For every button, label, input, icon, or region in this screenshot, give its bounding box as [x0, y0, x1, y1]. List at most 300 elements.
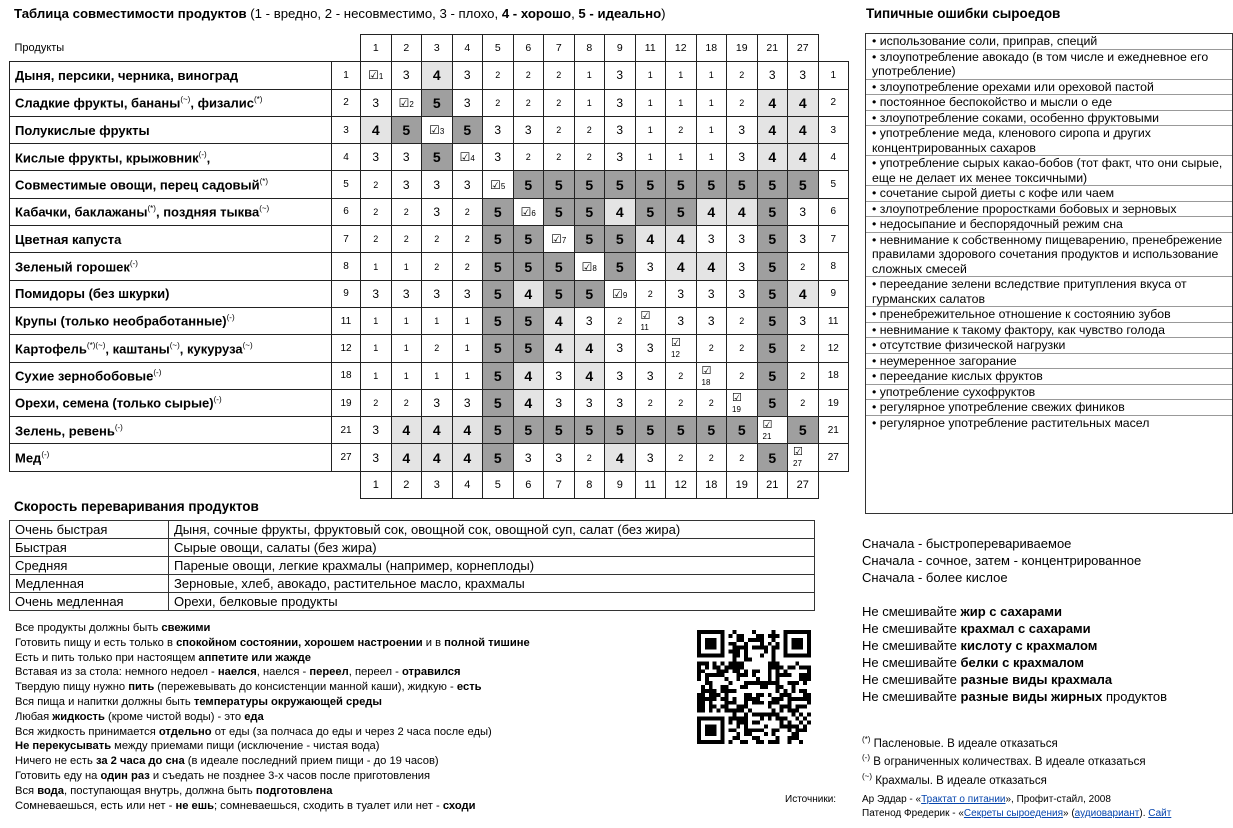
compat-cell: 4 — [544, 307, 575, 334]
compat-cell: 5 — [727, 417, 758, 444]
compat-cell: 5 — [574, 417, 605, 444]
compat-cell: 5 — [757, 253, 788, 280]
compat-cell: 3 — [361, 444, 392, 471]
compat-cell: 3 — [605, 144, 636, 171]
compat-cell: 5 — [544, 417, 575, 444]
row-code-right: 18 — [818, 362, 849, 389]
row-code: 12 — [332, 335, 361, 362]
compat-cell: 1 — [361, 307, 392, 334]
compat-cell: 4 — [422, 444, 453, 471]
rule-emphasis: за 2 часа до сна — [95, 755, 185, 768]
compat-cell: 1 — [696, 116, 727, 143]
table-row — [10, 444, 849, 471]
compat-cell: 5 — [788, 417, 819, 444]
column-code: 18 — [696, 35, 727, 62]
self-code: 19 — [732, 404, 741, 414]
compat-cell: 1 — [666, 89, 697, 116]
product-name-text: Совместимые овощи, перец садовый — [15, 177, 260, 193]
compat-cell: 2 — [696, 389, 727, 416]
rule-text: (пережевывать до консистенции манной каши), жидкую - — [154, 681, 457, 694]
self-code: 5 — [500, 181, 506, 191]
column-code: 11 — [635, 35, 666, 62]
mix-rule — [862, 654, 1167, 671]
compat-cell: 2 — [666, 389, 697, 416]
mix-rule — [862, 637, 1167, 654]
footnote-marker: (~) — [242, 340, 253, 350]
rule-emphasis: еда — [244, 710, 264, 723]
compat-cell: 3 — [605, 389, 636, 416]
footnote-marker: (-) — [862, 753, 870, 763]
compat-cell: 2 — [788, 253, 819, 280]
rule-line — [15, 784, 530, 799]
compat-cell: 3 — [605, 89, 636, 116]
column-code: 9 — [605, 471, 636, 498]
table-row — [10, 116, 849, 143]
compat-cell: 4 — [788, 116, 819, 143]
compat-cell: 5 — [483, 307, 514, 334]
source-2-site-link[interactable]: Сайт — [1148, 808, 1172, 819]
self-cell — [452, 144, 483, 171]
compat-cell: 4 — [452, 417, 483, 444]
self-code: 2 — [409, 99, 414, 109]
product-name — [10, 362, 332, 389]
table-row — [10, 62, 849, 89]
column-code: 2 — [391, 471, 422, 498]
compat-cell: 2 — [727, 89, 758, 116]
column-code: 21 — [757, 471, 788, 498]
self-cell — [391, 89, 422, 116]
row-code-right: 5 — [818, 171, 849, 198]
checkbox-icon: ☑ — [398, 95, 410, 110]
self-code: 12 — [671, 350, 680, 360]
rule-emphasis: подготовлена — [255, 784, 333, 797]
compat-cell: 1 — [696, 89, 727, 116]
rule-emphasis: пить — [128, 681, 155, 694]
rule-emphasis: не ешь — [175, 799, 214, 812]
compat-cell: 4 — [727, 198, 758, 225]
product-name — [10, 253, 332, 280]
compat-cell: 3 — [422, 280, 453, 307]
rule-text: Сомневаешься, есть или нет - — [15, 799, 176, 812]
compat-cell: 2 — [666, 444, 697, 471]
rule-line — [15, 799, 530, 814]
row-code: 3 — [332, 116, 361, 143]
compat-cell: 5 — [666, 417, 697, 444]
mix-rule — [862, 688, 1167, 705]
compat-cell: 3 — [788, 226, 819, 253]
compat-cell: 4 — [757, 144, 788, 171]
compat-cell: 1 — [361, 253, 392, 280]
compat-cell: 4 — [605, 198, 636, 225]
rule-emphasis: жидкость — [52, 710, 105, 723]
compat-cell: 4 — [757, 116, 788, 143]
row-code: 5 — [332, 171, 361, 198]
product-name-text: Орехи, семена (только сырые) — [15, 395, 214, 411]
row-code: 6 — [332, 198, 361, 225]
compat-cell: 3 — [422, 198, 453, 225]
error-item: • переедание зелени вследствие притупления вкуса от гурманских салатов — [866, 277, 1232, 307]
compat-cell: 5 — [483, 444, 514, 471]
sources-label: Источники: — [785, 794, 837, 805]
compat-cell: 5 — [605, 171, 636, 198]
self-code: 8 — [592, 263, 597, 273]
compat-cell: 2 — [727, 62, 758, 89]
error-item: • употребление сырых какао-бобов (тот факт, что они сырые, еще не делает их менее токсичными) — [866, 156, 1232, 186]
product-name — [10, 444, 332, 471]
compat-cell: 2 — [422, 253, 453, 280]
compat-cell: 3 — [361, 280, 392, 307]
legend-ideal: 5 - идеально — [578, 6, 662, 21]
rule-emphasis: вода — [37, 784, 64, 797]
compat-cell: 4 — [696, 253, 727, 280]
compat-cell: 1 — [574, 89, 605, 116]
rule-emphasis: аппетите или жажде — [198, 651, 311, 664]
compat-cell: 2 — [452, 226, 483, 253]
source-1-link[interactable]: Трактат о питании — [921, 794, 1006, 805]
rules-list — [15, 621, 530, 813]
compat-cell: 5 — [666, 171, 697, 198]
source-2-link[interactable]: Секреты сыроедения — [963, 808, 1063, 819]
row-code: 4 — [332, 144, 361, 171]
compat-cell: 2 — [513, 89, 544, 116]
compat-cell: 5 — [757, 444, 788, 471]
table-footer-row — [10, 471, 849, 498]
speed-foods: Пареные овощи, легкие крахмалы (например, корнеплоды) — [169, 557, 815, 575]
speed-foods: Зерновые, хлеб, авокадо, растительное масло, крахмалы — [169, 575, 815, 593]
rule-text: Готовить пищу и есть только в — [15, 636, 177, 649]
row-code-right: 19 — [818, 389, 849, 416]
table-row — [10, 171, 849, 198]
compat-cell: 1 — [635, 62, 666, 89]
row-code: 7 — [332, 226, 361, 253]
compat-cell: 4 — [422, 62, 453, 89]
row-code-right: 8 — [818, 253, 849, 280]
gap-cell — [332, 471, 361, 498]
footnote-marker: (-) — [226, 313, 235, 323]
row-code: 19 — [332, 389, 361, 416]
compat-cell: 3 — [422, 389, 453, 416]
error-item: • недосыпание и беспорядочный режим сна — [866, 217, 1232, 233]
compat-cell: 5 — [544, 171, 575, 198]
mix-rule — [862, 620, 1167, 637]
compat-cell: 2 — [391, 389, 422, 416]
compat-cell: 4 — [513, 280, 544, 307]
speed-foods: Дыня, сочные фрукты, фруктовый сок, овощной сок, овощной суп, салат (без жира) — [169, 521, 815, 539]
product-name-text: Сладкие фрукты, бананы — [15, 95, 181, 111]
checkbox-icon: ☑ — [793, 446, 803, 459]
column-code: 2 — [391, 35, 422, 62]
compat-cell: 3 — [391, 144, 422, 171]
compat-cell: 2 — [727, 362, 758, 389]
compat-cell: 3 — [452, 389, 483, 416]
compat-cell: 5 — [544, 198, 575, 225]
column-code: 12 — [666, 471, 697, 498]
compat-cell: 5 — [513, 335, 544, 362]
row-code: 21 — [332, 417, 361, 444]
source-1-publisher: », Профит-стайл, 2008 — [1005, 794, 1111, 805]
compat-cell: 3 — [422, 171, 453, 198]
compat-cell: 1 — [635, 89, 666, 116]
compat-cell: 5 — [483, 362, 514, 389]
self-cell — [666, 335, 697, 362]
rule-emphasis: переел — [309, 666, 349, 679]
rule-line — [15, 621, 530, 636]
table-row — [10, 335, 849, 362]
mix-rule-prefix: Не смешивайте — [862, 621, 961, 636]
compat-cell: 3 — [727, 280, 758, 307]
compat-cell: 5 — [574, 226, 605, 253]
compat-cell: 4 — [666, 253, 697, 280]
compat-cell: 5 — [422, 144, 453, 171]
column-code: 3 — [422, 471, 453, 498]
compat-cell: 5 — [605, 417, 636, 444]
order-rule: Сначала - сочное, затем - концентрированное — [862, 553, 1142, 568]
product-name-text: Полукислые фрукты — [15, 122, 150, 138]
footnote-marker: (~) — [862, 771, 872, 781]
mix-rule-emphasis: крахмал с сахарами — [960, 621, 1091, 636]
speed-row — [10, 593, 815, 611]
compat-cell: 3 — [635, 335, 666, 362]
compat-cell: 1 — [361, 362, 392, 389]
compat-cell: 5 — [544, 280, 575, 307]
source-2-audio-link[interactable]: аудиовариант — [1074, 808, 1140, 819]
compat-cell: 5 — [422, 89, 453, 116]
rule-text: , наелся - — [256, 666, 310, 679]
error-item: • злоупотребление авокадо (в том числе и ежедневное его употребление) — [866, 50, 1232, 80]
compat-cell: 2 — [452, 253, 483, 280]
product-name — [10, 62, 332, 89]
gap-cell — [332, 35, 361, 62]
table-row — [10, 280, 849, 307]
rule-emphasis: наелся — [217, 666, 257, 679]
error-item: • невнимание к собственному пищеварению, пренебрежение правилами здорового сочетания продуктов и использование сложных смесей — [866, 233, 1232, 278]
compat-cell: 2 — [727, 444, 758, 471]
mix-rule-prefix: Не смешивайте — [862, 689, 961, 704]
product-name-text: Дыня, персики, черника, виноград — [15, 67, 239, 83]
compat-cell: 5 — [513, 171, 544, 198]
mix-rule-emphasis: разные виды жирных — [960, 689, 1103, 704]
compat-cell: 3 — [452, 89, 483, 116]
product-name-text: , физалис — [190, 95, 254, 111]
self-cell — [635, 307, 666, 334]
compat-cell: 3 — [788, 307, 819, 334]
compat-cell: 3 — [544, 362, 575, 389]
compat-cell: 1 — [635, 116, 666, 143]
row-code-right: 7 — [818, 226, 849, 253]
compat-cell: 1 — [666, 62, 697, 89]
compat-cell: 2 — [513, 144, 544, 171]
column-code: 12 — [666, 35, 697, 62]
compat-cell: 1 — [422, 307, 453, 334]
column-code: 1 — [361, 35, 392, 62]
compat-cell: 5 — [635, 171, 666, 198]
self-cell — [605, 280, 636, 307]
compat-cell: 3 — [452, 171, 483, 198]
errors-title: Типичные ошибки сыроедов — [866, 6, 1061, 21]
speed-row — [10, 521, 815, 539]
error-item: • пренебрежительное отношение к состоянию зубов — [866, 307, 1232, 323]
error-item: • регулярное употребление растительных масел — [872, 415, 1150, 430]
compat-cell: 3 — [391, 62, 422, 89]
column-code: 27 — [788, 471, 819, 498]
rule-text: от еды (за полчаса до еды и через 2 часа после еды) — [211, 725, 492, 738]
column-code: 1 — [361, 471, 392, 498]
compat-cell: 5 — [483, 389, 514, 416]
row-code-right: 4 — [818, 144, 849, 171]
product-name-text: Помидоры (без шкурки) — [15, 286, 170, 302]
compat-cell: 5 — [757, 171, 788, 198]
footnote-marker: (~) — [169, 340, 180, 350]
self-cell — [544, 226, 575, 253]
compat-cell: 2 — [788, 362, 819, 389]
rule-emphasis: отдельно — [158, 725, 212, 738]
compat-cell: 2 — [727, 307, 758, 334]
speed-level: Быстрая — [10, 539, 169, 557]
compat-cell: 4 — [391, 444, 422, 471]
rule-line — [15, 739, 530, 754]
compat-cell: 3 — [666, 280, 697, 307]
compat-cell: 1 — [422, 362, 453, 389]
compat-cell: 3 — [483, 144, 514, 171]
compat-cell: 5 — [574, 280, 605, 307]
compat-cell: 4 — [605, 444, 636, 471]
compat-cell: 4 — [757, 89, 788, 116]
compat-cell: 4 — [452, 444, 483, 471]
speed-foods: Орехи, белковые продукты — [169, 593, 815, 611]
footnote-text: В ограниченных количествах. В идеале отказаться — [870, 756, 1146, 769]
self-cell — [361, 62, 392, 89]
compat-cell: 3 — [635, 362, 666, 389]
mix-rule — [862, 603, 1167, 620]
compat-cell: 1 — [361, 335, 392, 362]
rule-line — [15, 710, 530, 725]
error-item: • использование соли, приправ, специй — [866, 34, 1232, 50]
compat-cell: 3 — [574, 389, 605, 416]
compat-cell: 2 — [361, 171, 392, 198]
mix-rule-emphasis: белки с крахмалом — [960, 655, 1085, 670]
compat-cell: 2 — [574, 444, 605, 471]
compat-cell: 5 — [483, 417, 514, 444]
compat-cell: 4 — [788, 280, 819, 307]
compat-cell: 3 — [452, 280, 483, 307]
row-code: 8 — [332, 253, 361, 280]
self-code: 7 — [561, 236, 567, 246]
compat-cell: 2 — [666, 116, 697, 143]
compat-cell: 5 — [757, 307, 788, 334]
table-header-row — [10, 35, 849, 62]
source-1-author: Ар Эддар - « — [862, 794, 922, 805]
column-code: 7 — [544, 35, 575, 62]
self-code: 4 — [470, 154, 475, 164]
checkbox-icon: ☑ — [490, 177, 501, 192]
compat-cell: 5 — [391, 116, 422, 143]
compat-cell: 5 — [513, 417, 544, 444]
qr-code-image — [697, 630, 811, 744]
column-code: 11 — [635, 471, 666, 498]
table-row — [10, 198, 849, 225]
self-code: 11 — [640, 322, 649, 332]
compat-cell: 3 — [696, 280, 727, 307]
compat-cell: 4 — [544, 335, 575, 362]
speed-title: Скорость переваривания продуктов — [14, 499, 259, 514]
rule-emphasis: один раз — [100, 769, 150, 782]
compat-cell: 5 — [574, 198, 605, 225]
compat-cell: 2 — [391, 198, 422, 225]
compat-cell: 4 — [574, 335, 605, 362]
table-row — [10, 417, 849, 444]
compat-cell: 4 — [361, 116, 392, 143]
compat-cell: 3 — [605, 362, 636, 389]
compat-cell: 3 — [361, 417, 392, 444]
rule-text: Вставая из за стола: немного недоел - — [15, 666, 218, 679]
footnote-marker: (-) — [213, 395, 222, 405]
legend-end: ) — [661, 6, 666, 21]
row-code: 27 — [332, 444, 361, 471]
compat-cell: 5 — [727, 171, 758, 198]
source-2-author: Патенод Фредерик - « — [862, 808, 964, 819]
order-rules — [862, 535, 1141, 586]
rule-text: , поступающая внутрь, должна быть — [63, 784, 256, 797]
order-rule: Сначала - более кислое — [862, 570, 1008, 585]
compat-cell: 5 — [452, 116, 483, 143]
rule-emphasis: температуры окружающей среды — [193, 695, 382, 708]
compat-cell: 5 — [483, 198, 514, 225]
speed-level: Очень медленная — [10, 593, 169, 611]
compat-cell: 4 — [788, 89, 819, 116]
compat-title — [14, 6, 666, 21]
compat-cell: 2 — [361, 198, 392, 225]
compat-cell: 3 — [727, 253, 758, 280]
column-code: 21 — [757, 35, 788, 62]
footnote-marker: (~) — [180, 95, 191, 105]
compat-cell: 2 — [635, 389, 666, 416]
table-row — [10, 226, 849, 253]
compat-cell: 5 — [544, 253, 575, 280]
speed-level: Медленная — [10, 575, 169, 593]
product-name-text: Зелень, ревень — [15, 422, 115, 438]
product-name-text: Картофель — [15, 341, 87, 357]
compat-cell: 5 — [574, 171, 605, 198]
compat-cell: 3 — [391, 171, 422, 198]
compat-cell: 1 — [696, 62, 727, 89]
column-code: 27 — [788, 35, 819, 62]
row-code-right: 12 — [818, 335, 849, 362]
self-cell — [696, 362, 727, 389]
error-item: • злоупотребление соками, особенно фруктовыми — [866, 111, 1232, 127]
rule-line — [15, 754, 530, 769]
footnote-marker: (-) — [198, 149, 207, 159]
legend-good: 4 - хорошо — [501, 6, 572, 21]
rule-line — [15, 665, 530, 680]
compat-cell: 3 — [757, 62, 788, 89]
compat-cell: 5 — [757, 362, 788, 389]
column-code: 5 — [483, 35, 514, 62]
column-code: 19 — [727, 471, 758, 498]
footnote-marker: (-) — [114, 422, 123, 432]
compat-cell: 2 — [391, 226, 422, 253]
checkbox-icon: ☑ — [581, 259, 593, 274]
row-code-right: 6 — [818, 198, 849, 225]
footnote-text: Пасленовые. В идеале отказаться — [870, 737, 1058, 750]
compat-cell: 2 — [483, 62, 514, 89]
rule-text: , переел - — [348, 666, 402, 679]
mix-rule-prefix: Не смешивайте — [862, 638, 961, 653]
compat-cell: 3 — [544, 444, 575, 471]
footnote-marker: (~) — [259, 204, 270, 214]
compat-cell: 1 — [666, 144, 697, 171]
compat-cell: 5 — [757, 226, 788, 253]
compat-cell: 3 — [361, 89, 392, 116]
